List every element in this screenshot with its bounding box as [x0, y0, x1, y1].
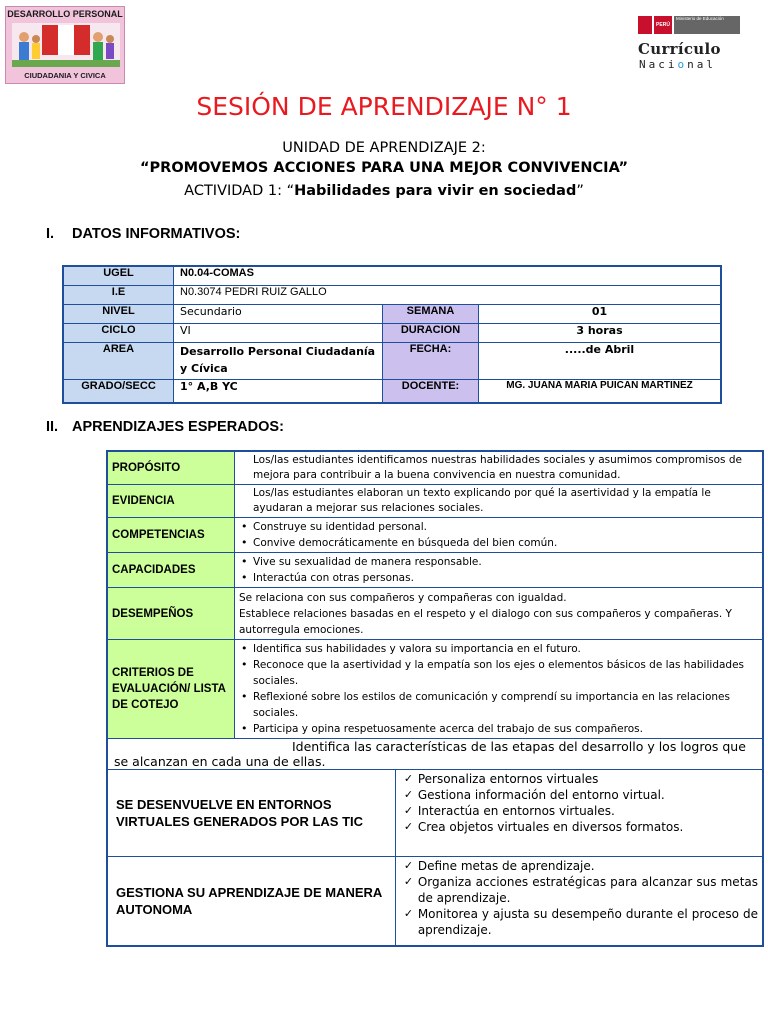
peru-label: PERÚ	[654, 16, 672, 34]
semana-label: SEMANA	[383, 305, 479, 324]
list-item: ✓ Monitorea y ajusta su desempeño durante el proceso de aprendizaje.	[418, 906, 758, 938]
list-item: • Reflexioné sobre los estilos de comunicación y comprendí su importancia en las relaciones sociales.	[253, 689, 758, 721]
evidencia-label: EVIDENCIA	[107, 485, 235, 518]
table-row	[63, 343, 721, 380]
curriculo-nacional-logo	[636, 14, 746, 74]
grado-label: GRADO/SECC	[63, 380, 174, 404]
table-row	[63, 266, 721, 286]
nivel-label: NIVEL	[63, 305, 174, 324]
ciclo-label: CICLO	[63, 324, 174, 343]
autonoma-capacidades-list	[395, 857, 763, 947]
ie-label: I.E	[63, 286, 174, 305]
ugel-label: UGEL	[63, 266, 174, 286]
list-item: • Participa y opina respetuosamente acerca del trabajo de sus compañeros.	[253, 721, 758, 737]
ciclo-value: VI	[174, 324, 383, 343]
peru-shield-icon	[638, 16, 652, 34]
list-item: • Vive su sexualidad de manera responsable.	[253, 554, 758, 570]
competencias-list	[235, 518, 764, 553]
semana-value: 01	[479, 305, 722, 324]
desempenos-text	[235, 588, 764, 640]
grado-value: 1° A,B YC	[174, 380, 383, 404]
list-item: • Identifica sus habilidades y valora su importancia en el futuro.	[253, 641, 758, 657]
docente-value: MG. JUANA MARIA PUICAN MARTINEZ	[479, 380, 722, 404]
duracion-value: 3 horas	[479, 324, 722, 343]
list-item: ✓ Organiza acciones estratégicas para alcanzar sus metas de aprendizaje.	[418, 874, 758, 906]
table-row	[107, 553, 763, 588]
area-value: Desarrollo Personal Ciudadanía y Cívica	[174, 343, 383, 380]
criterios-list	[235, 640, 764, 739]
docente-label: DOCENTE:	[383, 380, 479, 404]
ministerio-label: Ministerio de Educación	[674, 16, 740, 34]
table-row	[63, 380, 721, 404]
desempeno-line: Establece relaciones basadas en el respeto y el dialogo con sus compañeros y compañeras. Y autorregula emociones.	[239, 608, 732, 636]
section-aprendizajes-heading: II. APRENDIZAJES ESPERADOS:	[46, 419, 284, 435]
nivel-value: Secundario	[174, 305, 383, 324]
actividad-line: ACTIVIDAD 1: “Habilidades para vivir en sociedad”	[184, 183, 584, 199]
nacional-subtitle: Nacional	[639, 58, 716, 71]
logo-illustration	[12, 23, 120, 67]
proposito-value: Los/las estudiantes identificamos nuestras habilidades sociales y asumimos compromisos de mejora para contribuir a la buena convivencia en nuestra comunidad.	[235, 451, 764, 485]
competencias-label: COMPETENCIAS	[107, 518, 235, 553]
list-item: ✓ Personaliza entornos virtuales	[418, 771, 758, 787]
criterios-label: CRITERIOS DE EVALUACIÓN/ LISTA DE COTEJO	[107, 640, 235, 739]
table-row	[107, 451, 763, 485]
fecha-value: .....de Abril	[479, 343, 722, 380]
area-label: AREA	[63, 343, 174, 380]
table-row	[63, 324, 721, 343]
list-item: • Convive democráticamente en búsqueda del bien común.	[253, 535, 758, 551]
ugel-value: N0.04-COMAS	[174, 266, 722, 286]
table-row	[107, 739, 763, 770]
aprendizajes-table	[106, 450, 764, 947]
tic-competencia-label: SE DESENVUELVE EN ENTORNOS VIRTUALES GENERADOS POR LAS TIC	[107, 770, 395, 857]
desarrollo-personal-logo	[5, 6, 125, 84]
duracion-label: DURACION	[383, 324, 479, 343]
logo-bottom-text: CIUDADANIA Y CIVICA	[24, 71, 106, 80]
table-row	[107, 857, 763, 947]
section-datos-heading: I. DATOS INFORMATIVOS:	[46, 226, 241, 242]
unidad-name: “PROMOVEMOS ACCIONES PARA UNA MEJOR CONVIVENCIA”	[140, 160, 628, 176]
table-row	[107, 640, 763, 739]
list-item: ✓ Gestiona información del entorno virtual.	[418, 787, 758, 803]
capacidades-list	[235, 553, 764, 588]
list-item: • Reconoce que la asertividad y la empatía son los ejes o elementos básicos de las habilidades sociales.	[253, 657, 758, 689]
table-row	[63, 286, 721, 305]
list-item: • Interactúa con otras personas.	[253, 570, 758, 586]
fecha-label: FECHA:	[383, 343, 479, 380]
table-row	[63, 305, 721, 324]
table-row	[107, 770, 763, 857]
identifica-text: Identifica las características de las etapas del desarrollo y los logros que se alcanzan en cada una de ellas.	[107, 739, 763, 770]
evidencia-value: Los/las estudiantes elaboran un texto explicando por qué la asertividad y la empatía le ayudaran a mejorar sus relaciones sociales.	[235, 485, 764, 518]
proposito-label: PROPÓSITO	[107, 451, 235, 485]
table-row	[107, 518, 763, 553]
desempenos-label: DESEMPEÑOS	[107, 588, 235, 640]
table-row	[107, 588, 763, 640]
datos-informativos-table	[62, 265, 722, 404]
ie-value: N0.3074 PEDRI RUIZ GALLO	[174, 286, 722, 305]
curriculo-title: Currículo	[638, 40, 721, 58]
list-item: ✓ Interactúa en entornos virtuales.	[418, 803, 758, 819]
list-item: • Construye su identidad personal.	[253, 519, 758, 535]
desempeno-line: Se relaciona con sus compañeros y compañeras con igualdad.	[239, 592, 567, 604]
capacidades-label: CAPACIDADES	[107, 553, 235, 588]
logo-top-text: DESARROLLO PERSONAL	[7, 9, 123, 19]
list-item: ✓ Define metas de aprendizaje.	[418, 858, 758, 874]
table-row	[107, 485, 763, 518]
list-item: ✓ Crea objetos virtuales en diversos formatos.	[418, 819, 758, 835]
unidad-label: UNIDAD DE APRENDIZAJE 2:	[282, 140, 486, 156]
autonoma-competencia-label: GESTIONA SU APRENDIZAJE DE MANERA AUTONOMA	[107, 857, 395, 947]
tic-capacidades-list	[395, 770, 763, 857]
page-title: SESIÓN DE APRENDIZAJE N° 1	[196, 92, 572, 121]
